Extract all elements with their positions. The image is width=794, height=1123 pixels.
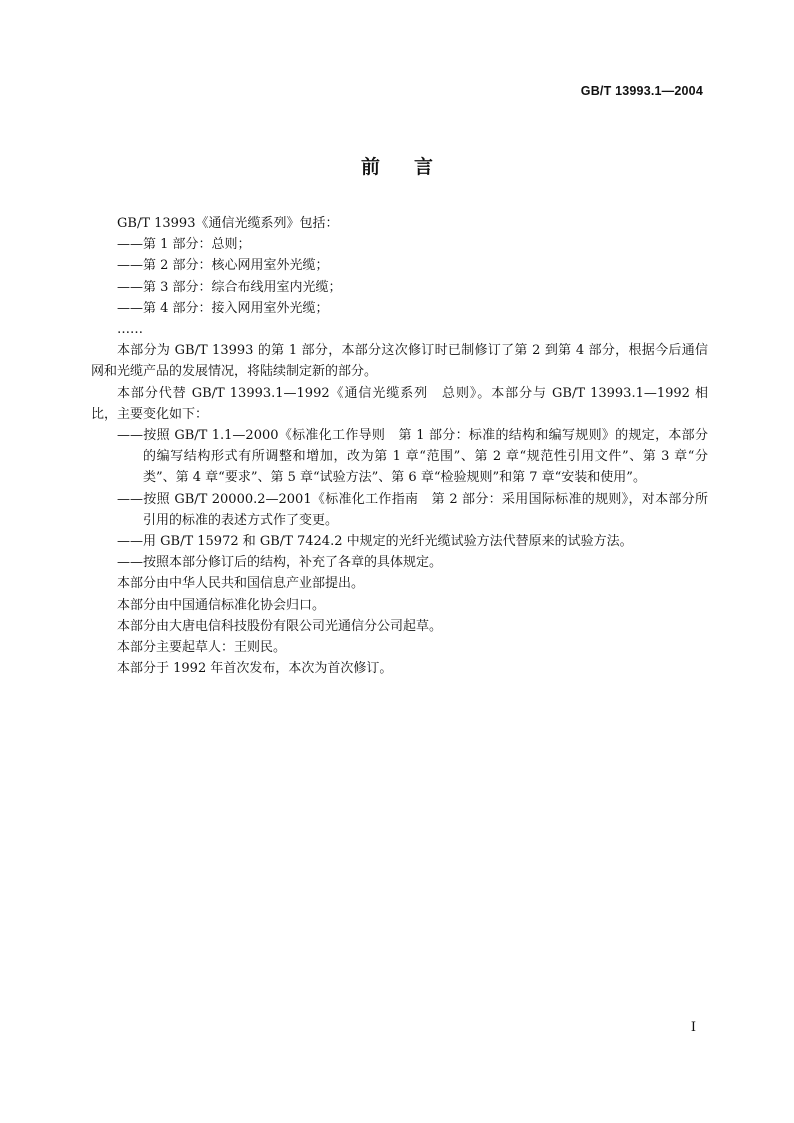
part-list-item: ——第 2 部分：核心网用室外光缆； bbox=[117, 258, 329, 274]
part-list-item: ——第 3 部分：综合布线用室内光缆； bbox=[117, 279, 342, 295]
closing-paragraph: 本部分由大唐电信科技股份有限公司光通信分公司起草。 bbox=[117, 618, 443, 634]
change-item: ——按照本部分修订后的结构，补充了各章的具体规定。 bbox=[117, 555, 443, 571]
closing-paragraph: 本部分由中国通信标准化协会归口。 bbox=[117, 597, 326, 613]
intro-paragraph: GB/T 13993《通信光缆系列》包括： bbox=[117, 216, 339, 231]
ellipsis: …… bbox=[117, 322, 143, 338]
part-list-item: ——第 1 部分：总则； bbox=[117, 237, 251, 253]
body-paragraph: 本部分代替 GB/T 13993.1—1992《通信光缆系列 总则》。本部分与 GB/T 13993.1—1992 相比，主要变化如下： bbox=[91, 385, 708, 422]
foreword-body bbox=[91, 213, 708, 679]
closing-paragraph: 本部分由中华人民共和国信息产业部提出。 bbox=[117, 576, 365, 592]
closing-paragraph: 本部分主要起草人：王则民。 bbox=[117, 640, 287, 656]
change-item: ——用 GB/T 15972 和 GB/T 7424.2 中规定的光纤光缆试验方法代替原来的试验方法。 bbox=[117, 534, 633, 550]
change-item: ——按照 GB/T 20000.2—2001《标准化工作指南 第 2 部分：采用国际标准的规则》，对本部分所引用的标准的表述方式作了变更。 bbox=[117, 491, 708, 528]
page-title: 前言 bbox=[360, 156, 467, 178]
body-paragraph: 本部分为 GB/T 13993 的第 1 部分，本部分这次修订时已制修订了第 2 到第 4 部分，根据今后通信网和光缆产品的发展情况，将陆续制定新的部分。 bbox=[91, 343, 708, 380]
change-item: ——按照 GB/T 1.1—2000《标准化工作导则 第 1 部分：标准的结构和编写规则》的规定，本部分的编写结构形式有所调整和增加，改为第 1 章“范围”、第 2 章“规范性引用文件”、第 3 章“分类”、第 4 章“要求”、第 5 章“试验方法”、第 6 章“检验规则”和第 7 章“安装和使用”。 bbox=[117, 428, 708, 486]
standard-code: GB/T 13993.1—2004 bbox=[580, 84, 703, 98]
page-number: I bbox=[690, 1020, 696, 1035]
part-list-item: ——第 4 部分：接入网用室外光缆； bbox=[117, 300, 329, 316]
closing-paragraph: 本部分于 1992 年首次发布，本次为首次修订。 bbox=[117, 661, 393, 677]
